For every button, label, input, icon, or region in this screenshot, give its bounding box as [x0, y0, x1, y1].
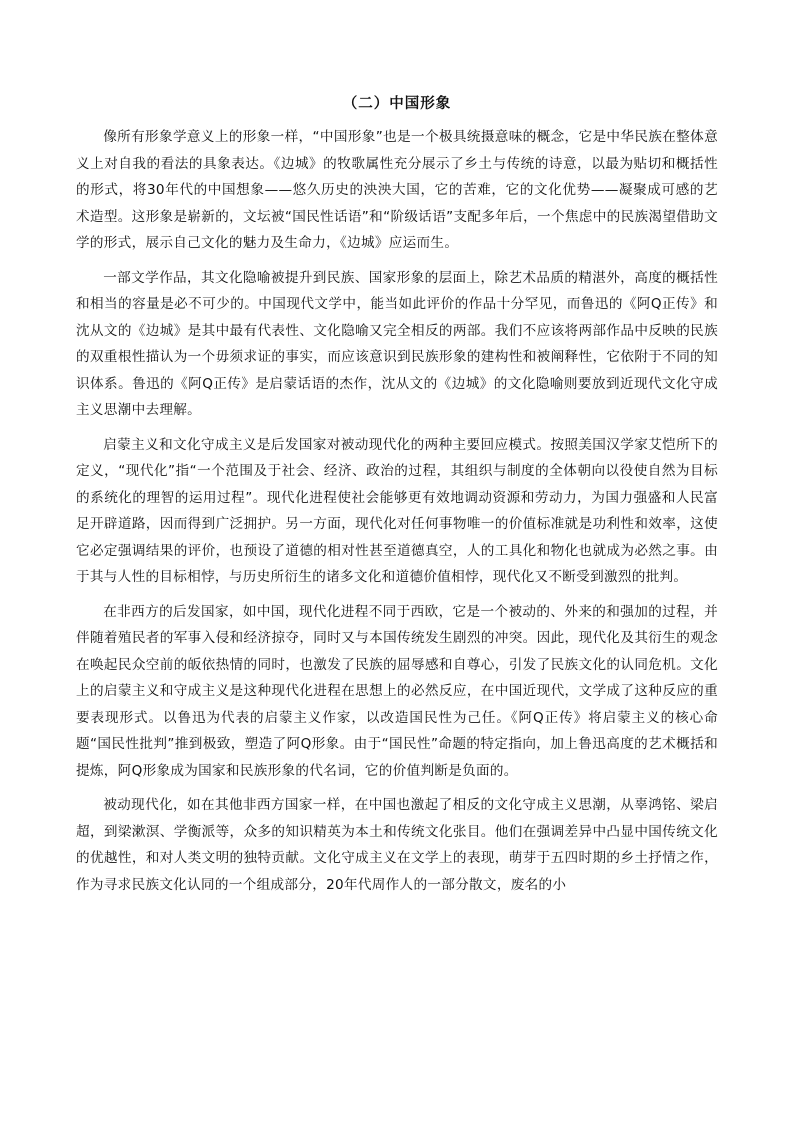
paragraph-4: 在非西方的后发国家，如中国，现代化进程不同于西欧，它是一个被动的、外来的和强加的过程，并伴随着殖民者的军事入侵和经济掠夺，同时又与本国传统发生剧烈的冲突。因此，现代化及其衍生的观念在唤起民众空前的皈依热情的同时，也激发了民族的屈辱感和自尊心，引发了民族文化的认同危机。文化上的启蒙主义和守成主义是这种现代化进程在思想上的必然反应，在中国近现代，文学成了这种反应的重要表现形式。以鲁迅为代表的启蒙主义作家，以改造国民性为己任。《阿Q正传》将启蒙主义的核心命题“国民性批判”推到极致，塑造了阿Q形象。由于“国民性”命题的特定指向，加上鲁迅高度的艺术概括和提炼，阿Q形象成为国家和民族形象的代名词，它的价值判断是负面的。 — [76, 603, 718, 779]
article-body — [76, 124, 718, 906]
paragraph-3: 启蒙主义和文化守成主义是后发国家对被动现代化的两种主要回应模式。按照美国汉学家艾恺所下的定义，“现代化”指“一个范围及于社会、经济、政治的过程，其组织与制度的全体朝向以役使自然为目标的系统化的理智的运用过程”。现代化进程使社会能够更有效地调动资源和劳动力，为国力强盛和人民富足开辟道路，因而得到广泛拥护。另一方面，现代化对任何事物唯一的价值标准就是功利性和效率，这使它必定强调结果的评价，也预设了道德的相对性甚至道德真空，人的工具化和物化也就成为必然之事。由于其与人性的目标相悖，与历史所衍生的诸多文化和道德价值相悖，现代化又不断受到激烈的批判。 — [76, 436, 718, 585]
section-title: （二）中国形象 — [342, 96, 452, 112]
paragraph-5: 被动现代化，如在其他非西方国家一样，在中国也激起了相反的文化守成主义思潮，从辜鸿铭、梁启超，到梁漱溟、学衡派等，众多的知识精英为本土和传统文化张目。他们在强调差异中凸显中国传统文化的优越性，和对人类文明的独特贡献。文化守成主义在文学上的表现，萌芽于五四时期的乡土抒情之作，作为寻求民族文化认同的一个组成部分，20年代周作人的一部分散文，废名的小 — [76, 797, 718, 893]
paragraph-2: 一部文学作品，其文化隐喻被提升到民族、国家形象的层面上，除艺术品质的精湛外，高度的概括性和相当的容量是必不可少的。中国现代文学中，能当如此评价的作品十分罕见，而鲁迅的《阿Q正传》和沈从文的《边城》是其中最有代表性、文化隐喻又完全相反的两部。我们不应该将两部作品中反映的民族的双重根性描认为一个毋须求证的事实，而应该意识到民族形象的建构性和被阐释性，它依附于不同的知识体系。鲁迅的《阿Q正传》是启蒙话语的杰作，沈从文的《边城》的文化隐喻则要放到近现代文化守成主义思潮中去理解。 — [76, 269, 718, 418]
paragraph-1: 像所有形象学意义上的形象一样，“中国形象”也是一个极具统摄意味的概念，它是中华民族在整体意义上对自我的看法的具象表达。《边城》的牧歌属性充分展示了乡土与传统的诗意，以最为贴切和概括性的形式，将30年代的中国想象——悠久历史的泱泱大国，它的苦难，它的文化优势——凝聚成可感的艺术造型。这形象是崭新的，文坛被“国民性话语”和“阶级话语”支配多年后，一个焦虑中的民族渴望借助文学的形式，展示自己文化的魅力及生命力，《边城》应运而生。 — [76, 129, 718, 251]
